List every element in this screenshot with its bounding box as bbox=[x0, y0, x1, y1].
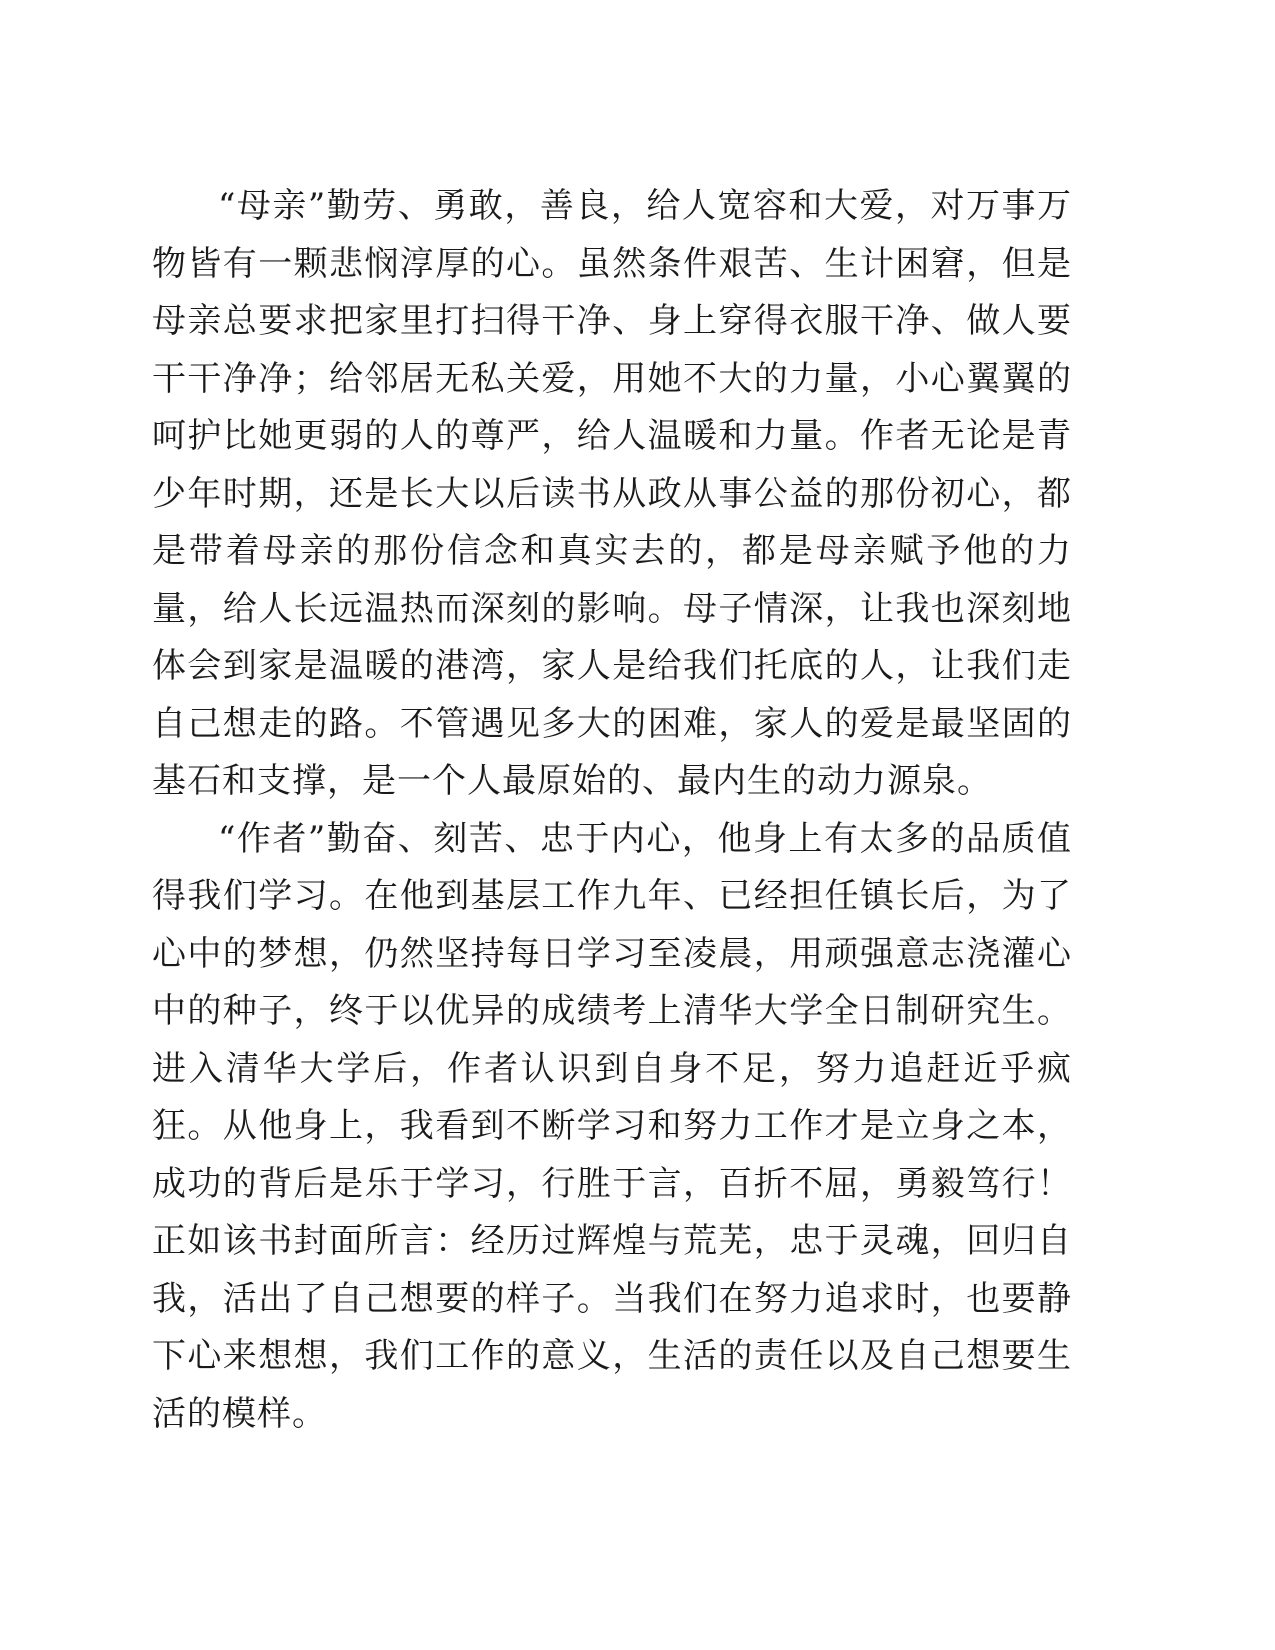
paragraph-mother: “母亲”勤劳、勇敢，善良，给人宽容和大爱，对万事万物皆有一颗悲悯淳厚的心。虽然条件艰苦、生计困窘，但是母亲总要求把家里打扫得干净、身上穿得衣服干净、做人要干干净净；给邻居无私关爱，用她不大的力量，小心翼翼的呵护比她更弱的人的尊严，给人温暖和力量。作者无论是青少年时期，还是长大以后读书从政从事公益的那份初心，都是带着母亲的那份信念和真实去的，都是母亲赋予他的力量，给人长远温热而深刻的影响。母子情深，让我也深刻地体会到家是温暖的港湾，家人是给我们托底的人，让我们走自己想走的路。不管遇见多大的困难，家人的爱是最坚固的基石和支撑，是一个人最原始的、最内生的动力源泉。 bbox=[152, 186, 1072, 801]
document-body bbox=[152, 178, 1072, 1443]
paragraph-author: “作者”勤奋、刻苦、忠于内心，他身上有太多的品质值得我们学习。在他到基层工作九年、已经担任镇长后，为了心中的梦想，仍然坚持每日学习至凌晨，用顽强意志浇灌心中的种子，终于以优异的成绩考上清华大学全日制研究生。进入清华大学后，作者认识到自身不足，努力追赶近乎疯狂。从他身上，我看到不断学习和努力工作才是立身之本，成功的背后是乐于学习，行胜于言，百折不屈，勇毅笃行！正如该书封面所言：经历过辉煌与荒芜，忠于灵魂，回归自我，活出了自己想要的样子。当我们在努力追求时，也要静下心来想想，我们工作的意义，生活的责任以及自己想要生活的模样。 bbox=[152, 818, 1072, 1434]
